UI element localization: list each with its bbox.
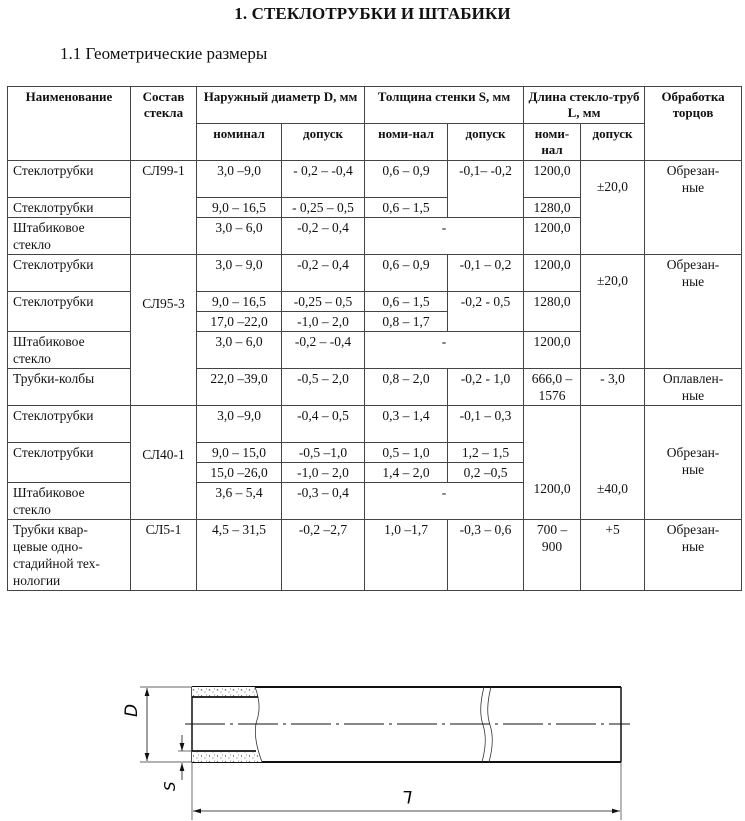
cell-d-tolerance: -0,2 – -0,4 — [282, 332, 365, 369]
cell-l-nominal: 1200,0 — [524, 161, 581, 198]
cell-s-merged: - — [365, 483, 524, 520]
subheader-d-tolerance: допуск — [282, 124, 365, 161]
wall-section-hatch — [192, 687, 262, 762]
cell-l-nominal: 1280,0 — [524, 198, 581, 218]
cell-s-tolerance: -0,2 - 1,0 — [448, 369, 524, 406]
cell-d-nominal: 9,0 – 16,5 — [197, 198, 282, 218]
cell-d-tolerance: - 0,2 – -0,4 — [282, 161, 365, 198]
cell-s-tolerance: 1,2 – 1,5 — [448, 443, 524, 463]
section-title: 1. СТЕКЛОТРУБКИ И ШТАБИКИ — [234, 4, 511, 23]
cell-s-tolerance: -0,3 – 0,6 — [448, 520, 524, 591]
cell-s-nominal: 0,6 – 1,5 — [365, 198, 448, 218]
cell-l-nominal: 1200,0 — [524, 332, 581, 369]
cell-l-nominal: 1280,0 — [524, 292, 581, 332]
cell-d-tolerance: -1,0 – 2,0 — [282, 463, 365, 483]
cell-l-tolerance: ±40,0 — [581, 406, 645, 520]
cell-glass: СЛ99-1 — [131, 161, 197, 255]
cell-s-nominal: 0,6 – 0,9 — [365, 161, 448, 198]
cell-name: Штабиковое стекло — [8, 218, 131, 255]
cell-s-merged: - — [365, 332, 524, 369]
table-row — [8, 255, 742, 292]
cell-d-nominal: 3,0 – 6,0 — [197, 332, 282, 369]
cell-d-nominal: 17,0 –22,0 — [197, 312, 282, 332]
cell-l-tolerance: +5 — [581, 520, 645, 591]
subheader-s-nominal: номи-нал — [365, 124, 448, 161]
cell-s-nominal: 0,6 – 1,5 — [365, 292, 448, 312]
cell-ends: Обрезан-ные — [645, 406, 742, 520]
header-row — [8, 87, 742, 124]
cell-s-nominal: 1,0 –1,7 — [365, 520, 448, 591]
cell-s-nominal: 0,6 – 0,9 — [365, 255, 448, 292]
cell-name: Штабиковое стекло — [8, 483, 131, 520]
cell-s-tolerance: -0,1 – 0,3 — [448, 406, 524, 443]
subheader-l-nominal: номи-нал — [524, 124, 581, 161]
cell-s-nominal: 0,5 – 1,0 — [365, 443, 448, 463]
cell-ends: Обрезан-ные — [645, 255, 742, 369]
cell-name: Трубки-колбы — [8, 369, 131, 406]
cell-name: Трубки квар-цевые одно-стадийной тех-нологии — [8, 520, 131, 591]
cell-d-nominal: 4,5 – 31,5 — [197, 520, 282, 591]
table-row — [8, 406, 742, 443]
cell-d-tolerance: -0,3 – 0,4 — [282, 483, 365, 520]
subheader-s-tolerance: допуск — [448, 124, 524, 161]
dimension-l — [192, 762, 621, 820]
subheader-l-tolerance: допуск — [581, 124, 645, 161]
cell-name: Стеклотрубки — [8, 406, 131, 443]
cell-d-nominal: 22,0 –39,0 — [197, 369, 282, 406]
cell-l-nominal: 1200,0 — [524, 406, 581, 520]
cell-d-nominal: 3,6 – 5,4 — [197, 483, 282, 520]
cell-l-nominal: 700 – 900 — [524, 520, 581, 591]
cell-s-tolerance: -0,2 - 0,5 — [448, 292, 524, 332]
cell-l-tolerance: - 3,0 — [581, 369, 645, 406]
header-wall: Толщина стенки S, мм — [365, 87, 524, 124]
cell-l-nominal: 1200,0 — [524, 218, 581, 255]
cell-s-nominal: 0,8 – 2,0 — [365, 369, 448, 406]
cell-d-nominal: 3,0 – 6,0 — [197, 218, 282, 255]
label-s: S — [161, 781, 179, 791]
cell-l-nominal: 666,0 – 1576 — [524, 369, 581, 406]
cell-s-tolerance: 0,2 –0,5 — [448, 463, 524, 483]
table-row — [8, 520, 742, 591]
cell-glass: СЛ5-1 — [131, 520, 197, 591]
cell-d-tolerance: -0,2 – 0,4 — [282, 255, 365, 292]
cell-glass: СЛ95-3 — [131, 255, 197, 406]
cell-name: Штабиковое стекло — [8, 332, 131, 369]
cell-name: Стеклотрубки — [8, 161, 131, 198]
subsection-title: 1.1 Геометрические размеры — [60, 44, 268, 63]
cell-d-nominal: 3,0 –9,0 — [197, 406, 282, 443]
cell-d-tolerance: -0,2 – 0,4 — [282, 218, 365, 255]
header-name: Наименование — [8, 87, 131, 161]
cell-l-tolerance: ±20,0 — [581, 255, 645, 369]
cell-d-tolerance: -0,5 –1,0 — [282, 443, 365, 463]
cell-s-nominal: 0,8 – 1,7 — [365, 312, 448, 332]
dimension-s — [161, 735, 192, 791]
cell-d-tolerance: -0,2 –2,7 — [282, 520, 365, 591]
header-length: Длина стекло-труб L, мм — [524, 87, 645, 124]
header-ends: Обработка торцов — [645, 87, 742, 161]
break-lines — [481, 687, 493, 762]
cell-d-tolerance: -0,5 – 2,0 — [282, 369, 365, 406]
cell-d-tolerance: -0,25 – 0,5 — [282, 292, 365, 312]
cell-l-tolerance: ±20,0 — [581, 161, 645, 255]
label-l: L — [402, 786, 412, 806]
cell-d-nominal: 9,0 – 15,0 — [197, 443, 282, 463]
cell-d-tolerance: -1,0 – 2,0 — [282, 312, 365, 332]
cell-s-nominal: 1,4 – 2,0 — [365, 463, 448, 483]
subheader-d-nominal: номинал — [197, 124, 282, 161]
cell-d-nominal: 3,0 –9,0 — [197, 161, 282, 198]
tube-drawing — [0, 640, 745, 821]
tube-outline — [192, 687, 621, 762]
header-diameter: Наружный диаметр D, мм — [197, 87, 365, 124]
cell-ends: Обрезан-ные — [645, 161, 742, 255]
cell-d-nominal: 9,0 – 16,5 — [197, 292, 282, 312]
cell-s-tolerance: -0,1 – 0,2 — [448, 255, 524, 292]
cell-d-nominal: 3,0 – 9,0 — [197, 255, 282, 292]
table-row — [8, 161, 742, 198]
cell-l-nominal: 1200,0 — [524, 255, 581, 292]
label-d: D — [122, 703, 142, 717]
cell-name: Стеклотрубки — [8, 292, 131, 332]
cell-s-tolerance: -0,1– -0,2 — [448, 161, 524, 218]
cell-d-tolerance: -0,4 – 0,5 — [282, 406, 365, 443]
header-glass: Состав стекла — [131, 87, 197, 161]
cell-s-merged: - — [365, 218, 524, 255]
cell-name: Стеклотрубки — [8, 198, 131, 218]
cell-glass: СЛ40-1 — [131, 406, 197, 520]
cell-name: Стеклотрубки — [8, 255, 131, 292]
cell-ends: Оплавлен-ные — [645, 369, 742, 406]
cell-name: Стеклотрубки — [8, 443, 131, 483]
cell-d-tolerance: - 0,25 – 0,5 — [282, 198, 365, 218]
cell-d-nominal: 15,0 –26,0 — [197, 463, 282, 483]
table-row — [8, 369, 742, 406]
cell-s-nominal: 0,3 – 1,4 — [365, 406, 448, 443]
dimensions-table — [7, 86, 742, 591]
cell-ends: Обрезан-ные — [645, 520, 742, 591]
